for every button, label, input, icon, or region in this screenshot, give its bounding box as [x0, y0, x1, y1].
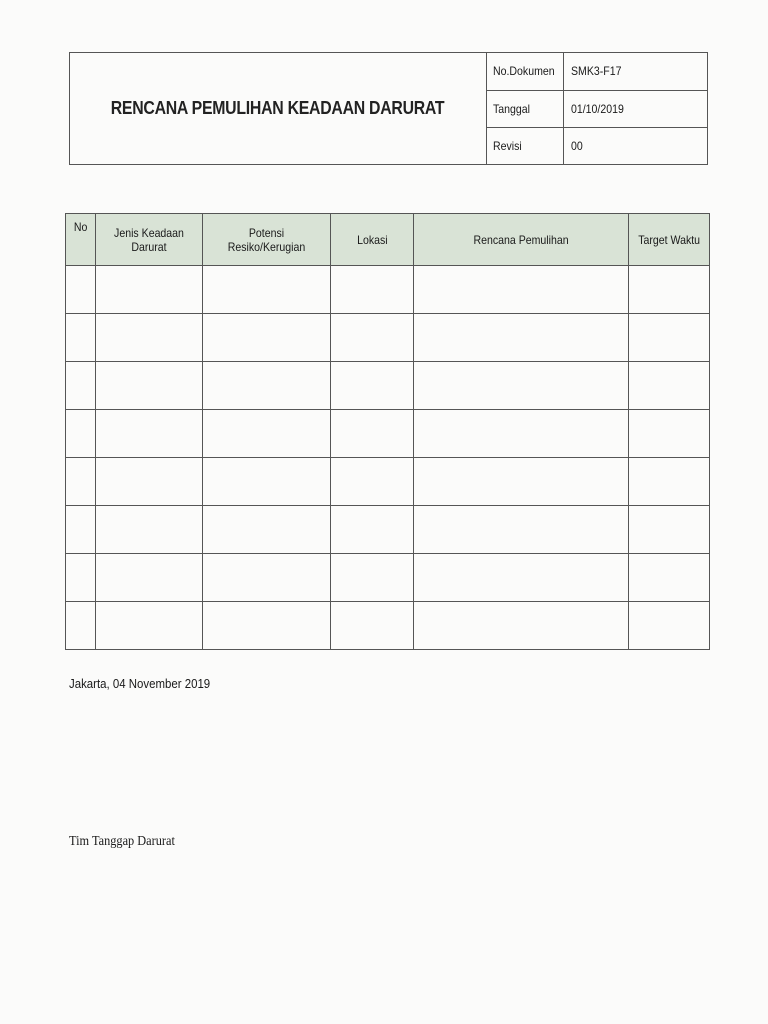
table-cell[interactable] [66, 602, 96, 650]
table-cell[interactable] [414, 554, 629, 602]
meta-value: SMK3-F17 [564, 53, 707, 90]
table-cell[interactable] [629, 506, 710, 554]
table-cell[interactable] [66, 506, 96, 554]
table-cell[interactable] [414, 458, 629, 506]
table-cell[interactable] [414, 410, 629, 458]
table-cell[interactable] [66, 266, 96, 314]
table-body [66, 266, 710, 650]
table-cell[interactable] [203, 362, 331, 410]
column-header-no: No [66, 214, 96, 266]
column-header-target-time: Target Waktu [629, 214, 710, 266]
meta-label: Tanggal [486, 90, 564, 127]
table-cell[interactable] [414, 362, 629, 410]
table-cell[interactable] [629, 362, 710, 410]
table-cell[interactable] [414, 266, 629, 314]
table-cell[interactable] [203, 410, 331, 458]
table-cell[interactable] [331, 266, 414, 314]
table-cell[interactable] [96, 266, 203, 314]
table-cell[interactable] [629, 458, 710, 506]
table-cell[interactable] [331, 554, 414, 602]
recovery-plan-table [65, 213, 710, 650]
table-row [66, 506, 710, 554]
meta-value: 00 [571, 138, 583, 153]
table-cell[interactable] [331, 314, 414, 362]
table-cell[interactable] [96, 506, 203, 554]
table-cell[interactable] [331, 410, 414, 458]
table-cell[interactable] [629, 554, 710, 602]
table-cell[interactable] [414, 314, 629, 362]
table-cell[interactable] [414, 506, 629, 554]
column-header-recovery-plan: Rencana Pemulihan [414, 214, 629, 266]
table-row [66, 314, 710, 362]
table-cell[interactable] [203, 602, 331, 650]
table-cell[interactable] [96, 602, 203, 650]
table-row [66, 266, 710, 314]
column-header-location: Lokasi [331, 214, 414, 266]
table-cell[interactable] [629, 410, 710, 458]
table-row [66, 458, 710, 506]
table-cell[interactable] [203, 554, 331, 602]
meta-label: No.Dokumen [486, 53, 564, 90]
table-cell[interactable] [203, 266, 331, 314]
table-row [66, 410, 710, 458]
table-cell[interactable] [331, 458, 414, 506]
table-cell[interactable] [96, 362, 203, 410]
table-row [66, 362, 710, 410]
table-cell[interactable] [331, 506, 414, 554]
table-cell[interactable] [96, 554, 203, 602]
meta-row-revision [486, 127, 707, 164]
document-header [69, 52, 708, 165]
table-cell[interactable] [629, 266, 710, 314]
column-header-emergency-type: Jenis Keadaan Darurat [96, 214, 203, 266]
place-date: Jakarta, 04 November 2019 [69, 676, 211, 691]
table-cell[interactable] [66, 362, 96, 410]
table-cell[interactable] [96, 458, 203, 506]
signatory-team: Tim Tanggap Darurat [69, 834, 175, 849]
meta-label: Revisi [486, 127, 564, 164]
meta-value: 01/10/2019 [564, 90, 707, 127]
table-cell[interactable] [414, 602, 629, 650]
document-title: RENCANA PEMULIHAN KEADAAN DARURAT [111, 98, 445, 118]
table-cell[interactable] [66, 458, 96, 506]
table-cell[interactable] [203, 506, 331, 554]
table-cell[interactable] [66, 314, 96, 362]
column-header-risk: Potensi Resiko/Kerugian [203, 214, 331, 266]
table-cell[interactable] [629, 602, 710, 650]
table-header-row [66, 214, 710, 266]
table-cell[interactable] [203, 314, 331, 362]
table-row [66, 602, 710, 650]
table-cell[interactable] [203, 458, 331, 506]
meta-row-doc-number [486, 53, 707, 90]
table-cell[interactable] [96, 410, 203, 458]
title-cell [70, 53, 487, 164]
table-cell[interactable] [331, 602, 414, 650]
meta-row-date [486, 90, 707, 127]
table-cell[interactable] [66, 554, 96, 602]
table-cell[interactable] [629, 314, 710, 362]
table-cell[interactable] [96, 314, 203, 362]
table-row [66, 554, 710, 602]
document-meta-table [486, 53, 707, 164]
table-cell[interactable] [331, 362, 414, 410]
table-cell[interactable] [66, 410, 96, 458]
